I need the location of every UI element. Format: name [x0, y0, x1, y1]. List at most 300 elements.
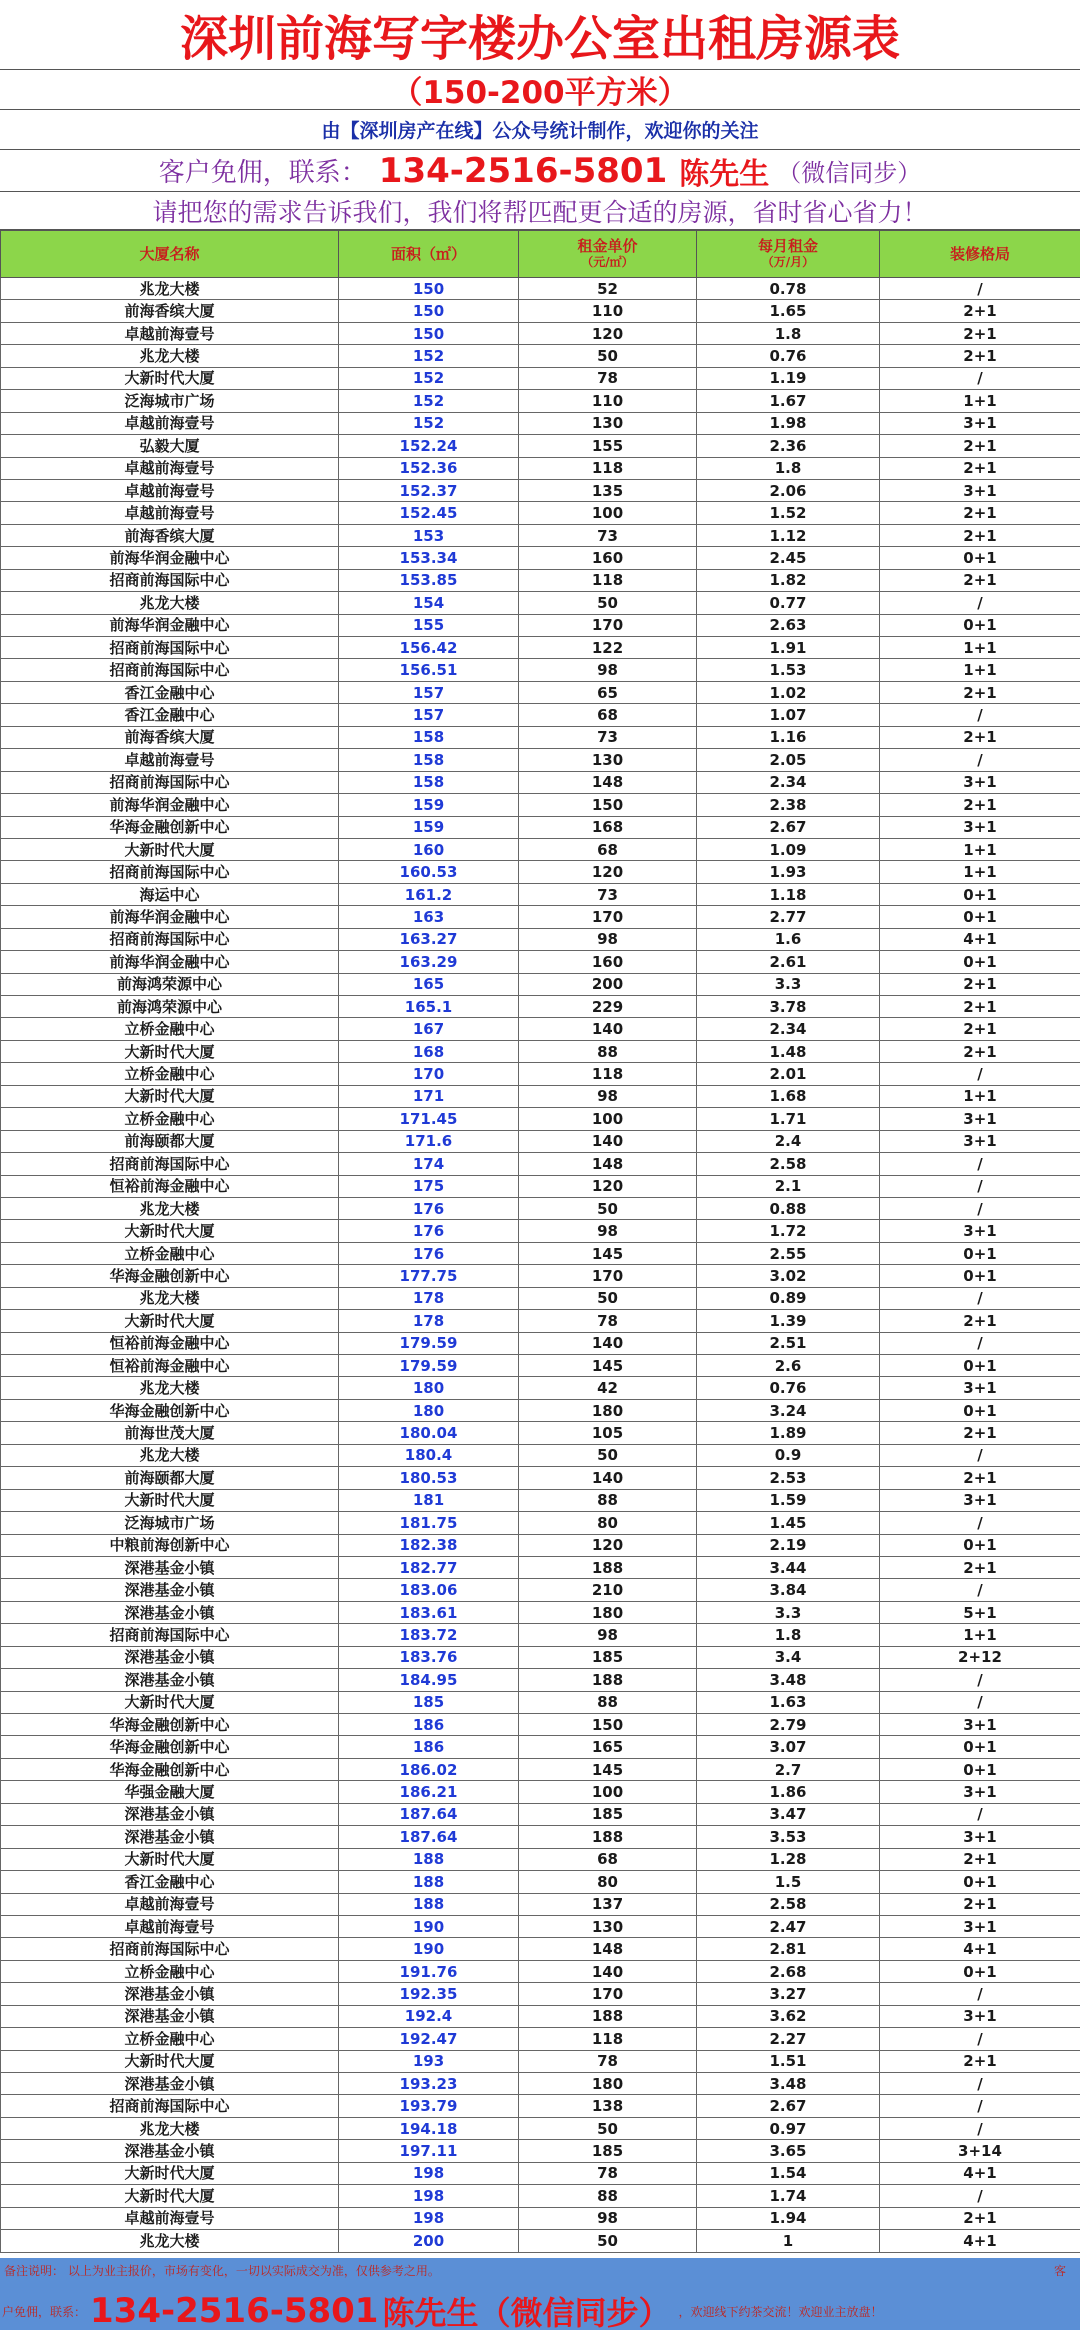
cell-unit-price: 50 — [519, 345, 697, 367]
cell-monthly-rent: 1.71 — [697, 1108, 880, 1130]
cell-layout: 1+1 — [880, 637, 1080, 659]
table-row — [1, 1332, 1080, 1354]
table-row — [1, 278, 1080, 300]
cell-area: 150 — [339, 322, 519, 344]
cell-layout: 2+1 — [880, 996, 1080, 1018]
cell-area: 183.76 — [339, 1646, 519, 1668]
cell-area: 171 — [339, 1085, 519, 1107]
cell-unit-price: 68 — [519, 704, 697, 726]
table-row — [1, 322, 1080, 344]
cell-layout: 0+1 — [880, 1399, 1080, 1421]
cell-building: 招商前海国际中心 — [1, 928, 339, 950]
table-row — [1, 1758, 1080, 1780]
table-row — [1, 300, 1080, 322]
cell-layout: 0+1 — [880, 614, 1080, 636]
cell-building: 兆龙大楼 — [1, 1287, 339, 1309]
cell-area: 157 — [339, 681, 519, 703]
cell-building: 深港基金小镇 — [1, 2005, 339, 2027]
cell-unit-price: 80 — [519, 1512, 697, 1534]
cell-unit-price: 170 — [519, 1983, 697, 2005]
cell-monthly-rent: 2.38 — [697, 794, 880, 816]
table-row — [1, 1085, 1080, 1107]
cell-building: 招商前海国际中心 — [1, 569, 339, 591]
table-row — [1, 1556, 1080, 1578]
footer-contact-prefix: 户免佣，联系： — [2, 2303, 86, 2320]
cell-layout: 2+1 — [880, 726, 1080, 748]
cell-area: 152 — [339, 412, 519, 434]
cell-area: 180.53 — [339, 1467, 519, 1489]
table-row — [1, 2117, 1080, 2139]
cell-area: 182.77 — [339, 1556, 519, 1578]
cell-layout: 2+12 — [880, 1646, 1080, 1668]
cell-monthly-rent: 1.98 — [697, 412, 880, 434]
cell-layout: 2+1 — [880, 1310, 1080, 1332]
table-row — [1, 1399, 1080, 1421]
cell-unit-price: 200 — [519, 973, 697, 995]
cell-unit-price: 105 — [519, 1422, 697, 1444]
cell-unit-price: 135 — [519, 479, 697, 501]
cell-unit-price: 122 — [519, 637, 697, 659]
cell-area: 168 — [339, 1040, 519, 1062]
cell-layout: 2+1 — [880, 2050, 1080, 2072]
cell-area: 155 — [339, 614, 519, 636]
col-header-layout: 装修格局 — [880, 231, 1080, 278]
cell-unit-price: 88 — [519, 1489, 697, 1511]
cell-monthly-rent: 1.5 — [697, 1871, 880, 1893]
cell-area: 159 — [339, 816, 519, 838]
cell-layout: / — [880, 2028, 1080, 2050]
cell-area: 180.4 — [339, 1444, 519, 1466]
cell-layout: / — [880, 1983, 1080, 2005]
cell-unit-price: 165 — [519, 1736, 697, 1758]
table-row — [1, 1355, 1080, 1377]
table-row — [1, 457, 1080, 479]
table-row — [1, 502, 1080, 524]
cell-layout: / — [880, 704, 1080, 726]
cell-monthly-rent: 3.27 — [697, 1983, 880, 2005]
cell-building: 招商前海国际中心 — [1, 1153, 339, 1175]
cell-building: 立桥金融中心 — [1, 1242, 339, 1264]
cell-building: 大新时代大厦 — [1, 1848, 339, 1870]
cell-unit-price: 188 — [519, 1556, 697, 1578]
table-row — [1, 973, 1080, 995]
contact-phone: 134-2516-5801 — [379, 151, 667, 191]
cell-monthly-rent: 1.53 — [697, 659, 880, 681]
table-row — [1, 2230, 1080, 2252]
col-header-unit-price — [519, 231, 697, 278]
contact-prefix: 客户免佣，联系： — [159, 152, 367, 189]
cell-area: 188 — [339, 1848, 519, 1870]
cell-unit-price: 140 — [519, 1960, 697, 1982]
cell-building: 深港基金小镇 — [1, 2140, 339, 2162]
cell-unit-price: 229 — [519, 996, 697, 1018]
cell-layout: 0+1 — [880, 1960, 1080, 1982]
cell-monthly-rent: 3.07 — [697, 1736, 880, 1758]
table-row — [1, 726, 1080, 748]
cell-building: 立桥金融中心 — [1, 2028, 339, 2050]
cell-area: 197.11 — [339, 2140, 519, 2162]
cell-area: 180 — [339, 1399, 519, 1421]
cell-unit-price: 120 — [519, 861, 697, 883]
cell-unit-price: 100 — [519, 502, 697, 524]
cell-layout: 4+1 — [880, 928, 1080, 950]
cell-layout: 0+1 — [880, 1355, 1080, 1377]
cell-monthly-rent: 0.97 — [697, 2117, 880, 2139]
table-row — [1, 1310, 1080, 1332]
cell-area: 156.42 — [339, 637, 519, 659]
cell-unit-price: 140 — [519, 1332, 697, 1354]
cell-area: 160.53 — [339, 861, 519, 883]
cell-layout: 4+1 — [880, 2230, 1080, 2252]
table-row — [1, 1108, 1080, 1130]
cell-building: 兆龙大楼 — [1, 2230, 339, 2252]
cell-layout: 2+1 — [880, 1018, 1080, 1040]
cell-layout: 4+1 — [880, 2162, 1080, 2184]
col-header-name: 大厦名称 — [1, 231, 339, 278]
cell-area: 171.6 — [339, 1130, 519, 1152]
cell-layout: / — [880, 2095, 1080, 2117]
cell-building: 华海金融创新中心 — [1, 1736, 339, 1758]
cell-monthly-rent: 1.68 — [697, 1085, 880, 1107]
cell-unit-price: 180 — [519, 1601, 697, 1623]
cell-area: 163.29 — [339, 951, 519, 973]
table-row — [1, 1646, 1080, 1668]
cell-layout: 2+1 — [880, 794, 1080, 816]
cell-monthly-rent: 1.02 — [697, 681, 880, 703]
cell-building: 华海金融创新中心 — [1, 816, 339, 838]
cell-layout: 3+1 — [880, 1220, 1080, 1242]
cell-building: 大新时代大厦 — [1, 2185, 339, 2207]
cell-building: 前海香缤大厦 — [1, 524, 339, 546]
table-row — [1, 681, 1080, 703]
cell-building: 招商前海国际中心 — [1, 2095, 339, 2117]
cell-area: 183.72 — [339, 1624, 519, 1646]
cell-unit-price: 50 — [519, 2117, 697, 2139]
cell-area: 176 — [339, 1197, 519, 1219]
cell-area: 150 — [339, 300, 519, 322]
cell-area: 161.2 — [339, 883, 519, 905]
cell-area: 188 — [339, 1871, 519, 1893]
table-row — [1, 1040, 1080, 1062]
cell-monthly-rent: 0.77 — [697, 592, 880, 614]
cell-building: 前海香缤大厦 — [1, 726, 339, 748]
cell-layout: 2+1 — [880, 457, 1080, 479]
cell-area: 192.4 — [339, 2005, 519, 2027]
cell-monthly-rent: 1.89 — [697, 1422, 880, 1444]
table-row — [1, 1871, 1080, 1893]
cell-monthly-rent: 2.58 — [697, 1893, 880, 1915]
cell-area: 153 — [339, 524, 519, 546]
table-row — [1, 524, 1080, 546]
table-row — [1, 794, 1080, 816]
cell-layout: / — [880, 1579, 1080, 1601]
cell-layout: 1+1 — [880, 659, 1080, 681]
cell-area: 174 — [339, 1153, 519, 1175]
cell-monthly-rent: 0.89 — [697, 1287, 880, 1309]
cell-area: 153.34 — [339, 547, 519, 569]
cell-monthly-rent: 2.05 — [697, 749, 880, 771]
cell-layout: / — [880, 1287, 1080, 1309]
cell-area: 181.75 — [339, 1512, 519, 1534]
cell-layout: 3+1 — [880, 1714, 1080, 1736]
cell-unit-price: 118 — [519, 569, 697, 591]
footer-note: 备注说明： 以上为业主报价，市场有变化，一切以实际成交为准，仅供参考之用。 — [4, 2262, 440, 2279]
cell-unit-price: 160 — [519, 951, 697, 973]
cell-layout: 3+1 — [880, 479, 1080, 501]
table-row — [1, 569, 1080, 591]
cell-area: 152 — [339, 367, 519, 389]
cell-area: 160 — [339, 838, 519, 860]
cell-building: 立桥金融中心 — [1, 1960, 339, 1982]
cell-building: 前海香缤大厦 — [1, 300, 339, 322]
cell-layout: / — [880, 278, 1080, 300]
cell-area: 150 — [339, 278, 519, 300]
cell-layout: 3+1 — [880, 1489, 1080, 1511]
cell-unit-price: 88 — [519, 2185, 697, 2207]
cell-layout: 0+1 — [880, 1242, 1080, 1264]
cell-unit-price: 210 — [519, 1579, 697, 1601]
cell-building: 大新时代大厦 — [1, 1691, 339, 1713]
cell-monthly-rent: 1.45 — [697, 1512, 880, 1534]
cell-monthly-rent: 1.74 — [697, 2185, 880, 2207]
cell-layout: 0+1 — [880, 1736, 1080, 1758]
cell-building: 立桥金融中心 — [1, 1108, 339, 1130]
cell-area: 192.47 — [339, 2028, 519, 2050]
cell-monthly-rent: 2.6 — [697, 1355, 880, 1377]
cell-monthly-rent: 3.24 — [697, 1399, 880, 1421]
cell-layout: 0+1 — [880, 547, 1080, 569]
col-header-area: 面积（㎡） — [339, 231, 519, 278]
cell-unit-price: 73 — [519, 524, 697, 546]
cell-building: 大新时代大厦 — [1, 1085, 339, 1107]
table-row — [1, 1781, 1080, 1803]
cell-monthly-rent: 3.65 — [697, 2140, 880, 2162]
cell-layout: 0+1 — [880, 906, 1080, 928]
cell-area: 184.95 — [339, 1669, 519, 1691]
cell-monthly-rent: 0.78 — [697, 278, 880, 300]
cell-monthly-rent: 0.76 — [697, 1377, 880, 1399]
cell-unit-price: 145 — [519, 1355, 697, 1377]
footer-tail: ，欢迎线下约茶交流！欢迎业主放盘！ — [678, 2303, 882, 2320]
cell-area: 183.61 — [339, 1601, 519, 1623]
cell-unit-price: 118 — [519, 457, 697, 479]
table-row — [1, 1242, 1080, 1264]
table-row — [1, 1534, 1080, 1556]
cell-area: 163.27 — [339, 928, 519, 950]
cell-building: 立桥金融中心 — [1, 1018, 339, 1040]
cell-building: 卓越前海壹号 — [1, 412, 339, 434]
cell-unit-price: 188 — [519, 1669, 697, 1691]
cell-monthly-rent: 1.93 — [697, 861, 880, 883]
cell-building: 深港基金小镇 — [1, 1983, 339, 2005]
cell-building: 海运中心 — [1, 883, 339, 905]
table-row — [1, 1624, 1080, 1646]
cell-building: 大新时代大厦 — [1, 1220, 339, 1242]
cell-layout: 0+1 — [880, 1265, 1080, 1287]
cell-building: 兆龙大楼 — [1, 1444, 339, 1466]
cell-area: 180 — [339, 1377, 519, 1399]
cell-unit-price: 88 — [519, 1040, 697, 1062]
cell-building: 前海颐都大厦 — [1, 1467, 339, 1489]
cell-building: 卓越前海壹号 — [1, 479, 339, 501]
cell-layout: / — [880, 2117, 1080, 2139]
table-row — [1, 659, 1080, 681]
cell-monthly-rent: 1.63 — [697, 1691, 880, 1713]
cell-monthly-rent: 3.62 — [697, 2005, 880, 2027]
cell-layout: 3+1 — [880, 1915, 1080, 1937]
cell-monthly-rent: 1.72 — [697, 1220, 880, 1242]
cell-unit-price: 98 — [519, 1085, 697, 1107]
cell-building: 恒裕前海金融中心 — [1, 1355, 339, 1377]
table-row — [1, 1265, 1080, 1287]
cell-area: 158 — [339, 749, 519, 771]
cell-layout: 3+1 — [880, 1108, 1080, 1130]
cell-monthly-rent: 1.91 — [697, 637, 880, 659]
cell-monthly-rent: 2.34 — [697, 771, 880, 793]
cell-layout: 2+1 — [880, 681, 1080, 703]
cell-unit-price: 65 — [519, 681, 697, 703]
cell-monthly-rent: 1.16 — [697, 726, 880, 748]
cell-area: 175 — [339, 1175, 519, 1197]
col-header-monthly-unit: （万/月） — [697, 254, 879, 270]
cell-area: 188 — [339, 1893, 519, 1915]
table-row — [1, 1691, 1080, 1713]
cell-monthly-rent: 1.18 — [697, 883, 880, 905]
cell-building: 前海世茂大厦 — [1, 1422, 339, 1444]
page-subtitle: （150-200平方米） — [0, 70, 1080, 110]
cell-unit-price: 80 — [519, 1871, 697, 1893]
cell-monthly-rent: 1.6 — [697, 928, 880, 950]
cell-area: 194.18 — [339, 2117, 519, 2139]
cell-layout: / — [880, 1512, 1080, 1534]
cell-layout: 2+1 — [880, 435, 1080, 457]
cell-unit-price: 148 — [519, 1153, 697, 1175]
cell-layout: / — [880, 1669, 1080, 1691]
cell-area: 178 — [339, 1287, 519, 1309]
cell-monthly-rent: 2.36 — [697, 435, 880, 457]
table-row — [1, 1422, 1080, 1444]
table-row — [1, 1983, 1080, 2005]
cell-unit-price: 73 — [519, 883, 697, 905]
cell-unit-price: 145 — [519, 1758, 697, 1780]
cell-monthly-rent: 1.28 — [697, 1848, 880, 1870]
cell-monthly-rent: 2.81 — [697, 1938, 880, 1960]
cell-layout: / — [880, 592, 1080, 614]
cell-layout: 3+1 — [880, 412, 1080, 434]
cell-building: 卓越前海壹号 — [1, 502, 339, 524]
cell-monthly-rent: 0.9 — [697, 1444, 880, 1466]
cell-layout: 1+1 — [880, 390, 1080, 412]
cell-monthly-rent: 2.01 — [697, 1063, 880, 1085]
table-row — [1, 412, 1080, 434]
cell-building: 香江金融中心 — [1, 1871, 339, 1893]
cell-monthly-rent: 2.63 — [697, 614, 880, 636]
cell-monthly-rent: 2.79 — [697, 1714, 880, 1736]
cell-layout: 3+1 — [880, 1826, 1080, 1848]
cell-layout: 2+1 — [880, 1422, 1080, 1444]
cell-layout: 4+1 — [880, 1938, 1080, 1960]
cell-building: 卓越前海壹号 — [1, 1893, 339, 1915]
cell-unit-price: 180 — [519, 2073, 697, 2095]
table-row — [1, 614, 1080, 636]
cell-building: 大新时代大厦 — [1, 2050, 339, 2072]
cell-unit-price: 150 — [519, 1714, 697, 1736]
cell-building: 前海华润金融中心 — [1, 951, 339, 973]
cell-layout: / — [880, 1332, 1080, 1354]
page-title: 深圳前海写字楼办公室出租房源表 — [0, 0, 1080, 70]
cell-unit-price: 52 — [519, 278, 697, 300]
cell-layout: 2+1 — [880, 1040, 1080, 1062]
cell-monthly-rent: 3.44 — [697, 1556, 880, 1578]
cell-area: 165.1 — [339, 996, 519, 1018]
table-row — [1, 861, 1080, 883]
cell-unit-price: 100 — [519, 1108, 697, 1130]
cell-area: 152 — [339, 345, 519, 367]
table-row — [1, 2050, 1080, 2072]
cell-layout: / — [880, 1444, 1080, 1466]
cell-layout: 2+1 — [880, 1848, 1080, 1870]
cell-area: 158 — [339, 771, 519, 793]
cell-building: 泛海城市广场 — [1, 1512, 339, 1534]
table-row — [1, 1669, 1080, 1691]
cell-unit-price: 78 — [519, 1310, 697, 1332]
cell-area: 179.59 — [339, 1355, 519, 1377]
cell-building: 弘毅大厦 — [1, 435, 339, 457]
cell-monthly-rent: 3.47 — [697, 1803, 880, 1825]
cell-building: 兆龙大楼 — [1, 592, 339, 614]
cell-monthly-rent: 3.53 — [697, 1826, 880, 1848]
table-row — [1, 1579, 1080, 1601]
cell-monthly-rent: 1.8 — [697, 1624, 880, 1646]
cell-monthly-rent: 1.65 — [697, 300, 880, 322]
table-row — [1, 2073, 1080, 2095]
cell-area: 191.76 — [339, 1960, 519, 1982]
footer-phone: 134-2516-5801 — [90, 2291, 378, 2331]
cell-unit-price: 120 — [519, 1534, 697, 1556]
cell-layout: / — [880, 1803, 1080, 1825]
cell-building: 深港基金小镇 — [1, 1669, 339, 1691]
cell-unit-price: 155 — [519, 435, 697, 457]
table-row — [1, 1960, 1080, 1982]
cell-monthly-rent: 1.39 — [697, 1310, 880, 1332]
cell-area: 190 — [339, 1938, 519, 1960]
cell-layout: / — [880, 1153, 1080, 1175]
cell-area: 152.45 — [339, 502, 519, 524]
cell-layout: 5+1 — [880, 1601, 1080, 1623]
cell-building: 深港基金小镇 — [1, 1826, 339, 1848]
cell-area: 179.59 — [339, 1332, 519, 1354]
table-row — [1, 2005, 1080, 2027]
cell-area: 157 — [339, 704, 519, 726]
cell-layout: 2+1 — [880, 345, 1080, 367]
cell-monthly-rent: 1.07 — [697, 704, 880, 726]
cell-building: 恒裕前海金融中心 — [1, 1332, 339, 1354]
made-by-note: 由【深圳房产在线】公众号统计制作，欢迎你的关注 — [0, 110, 1080, 150]
cell-building: 华海金融创新中心 — [1, 1399, 339, 1421]
listing-table — [0, 230, 1080, 2253]
cell-layout: 3+1 — [880, 1377, 1080, 1399]
table-row — [1, 1377, 1080, 1399]
cell-area: 158 — [339, 726, 519, 748]
cell-unit-price: 118 — [519, 1063, 697, 1085]
cell-layout: / — [880, 367, 1080, 389]
cell-building: 前海华润金融中心 — [1, 794, 339, 816]
table-row — [1, 435, 1080, 457]
table-row — [1, 1803, 1080, 1825]
cell-layout: 2+1 — [880, 524, 1080, 546]
cell-building: 招商前海国际中心 — [1, 659, 339, 681]
cell-building: 兆龙大楼 — [1, 1197, 339, 1219]
